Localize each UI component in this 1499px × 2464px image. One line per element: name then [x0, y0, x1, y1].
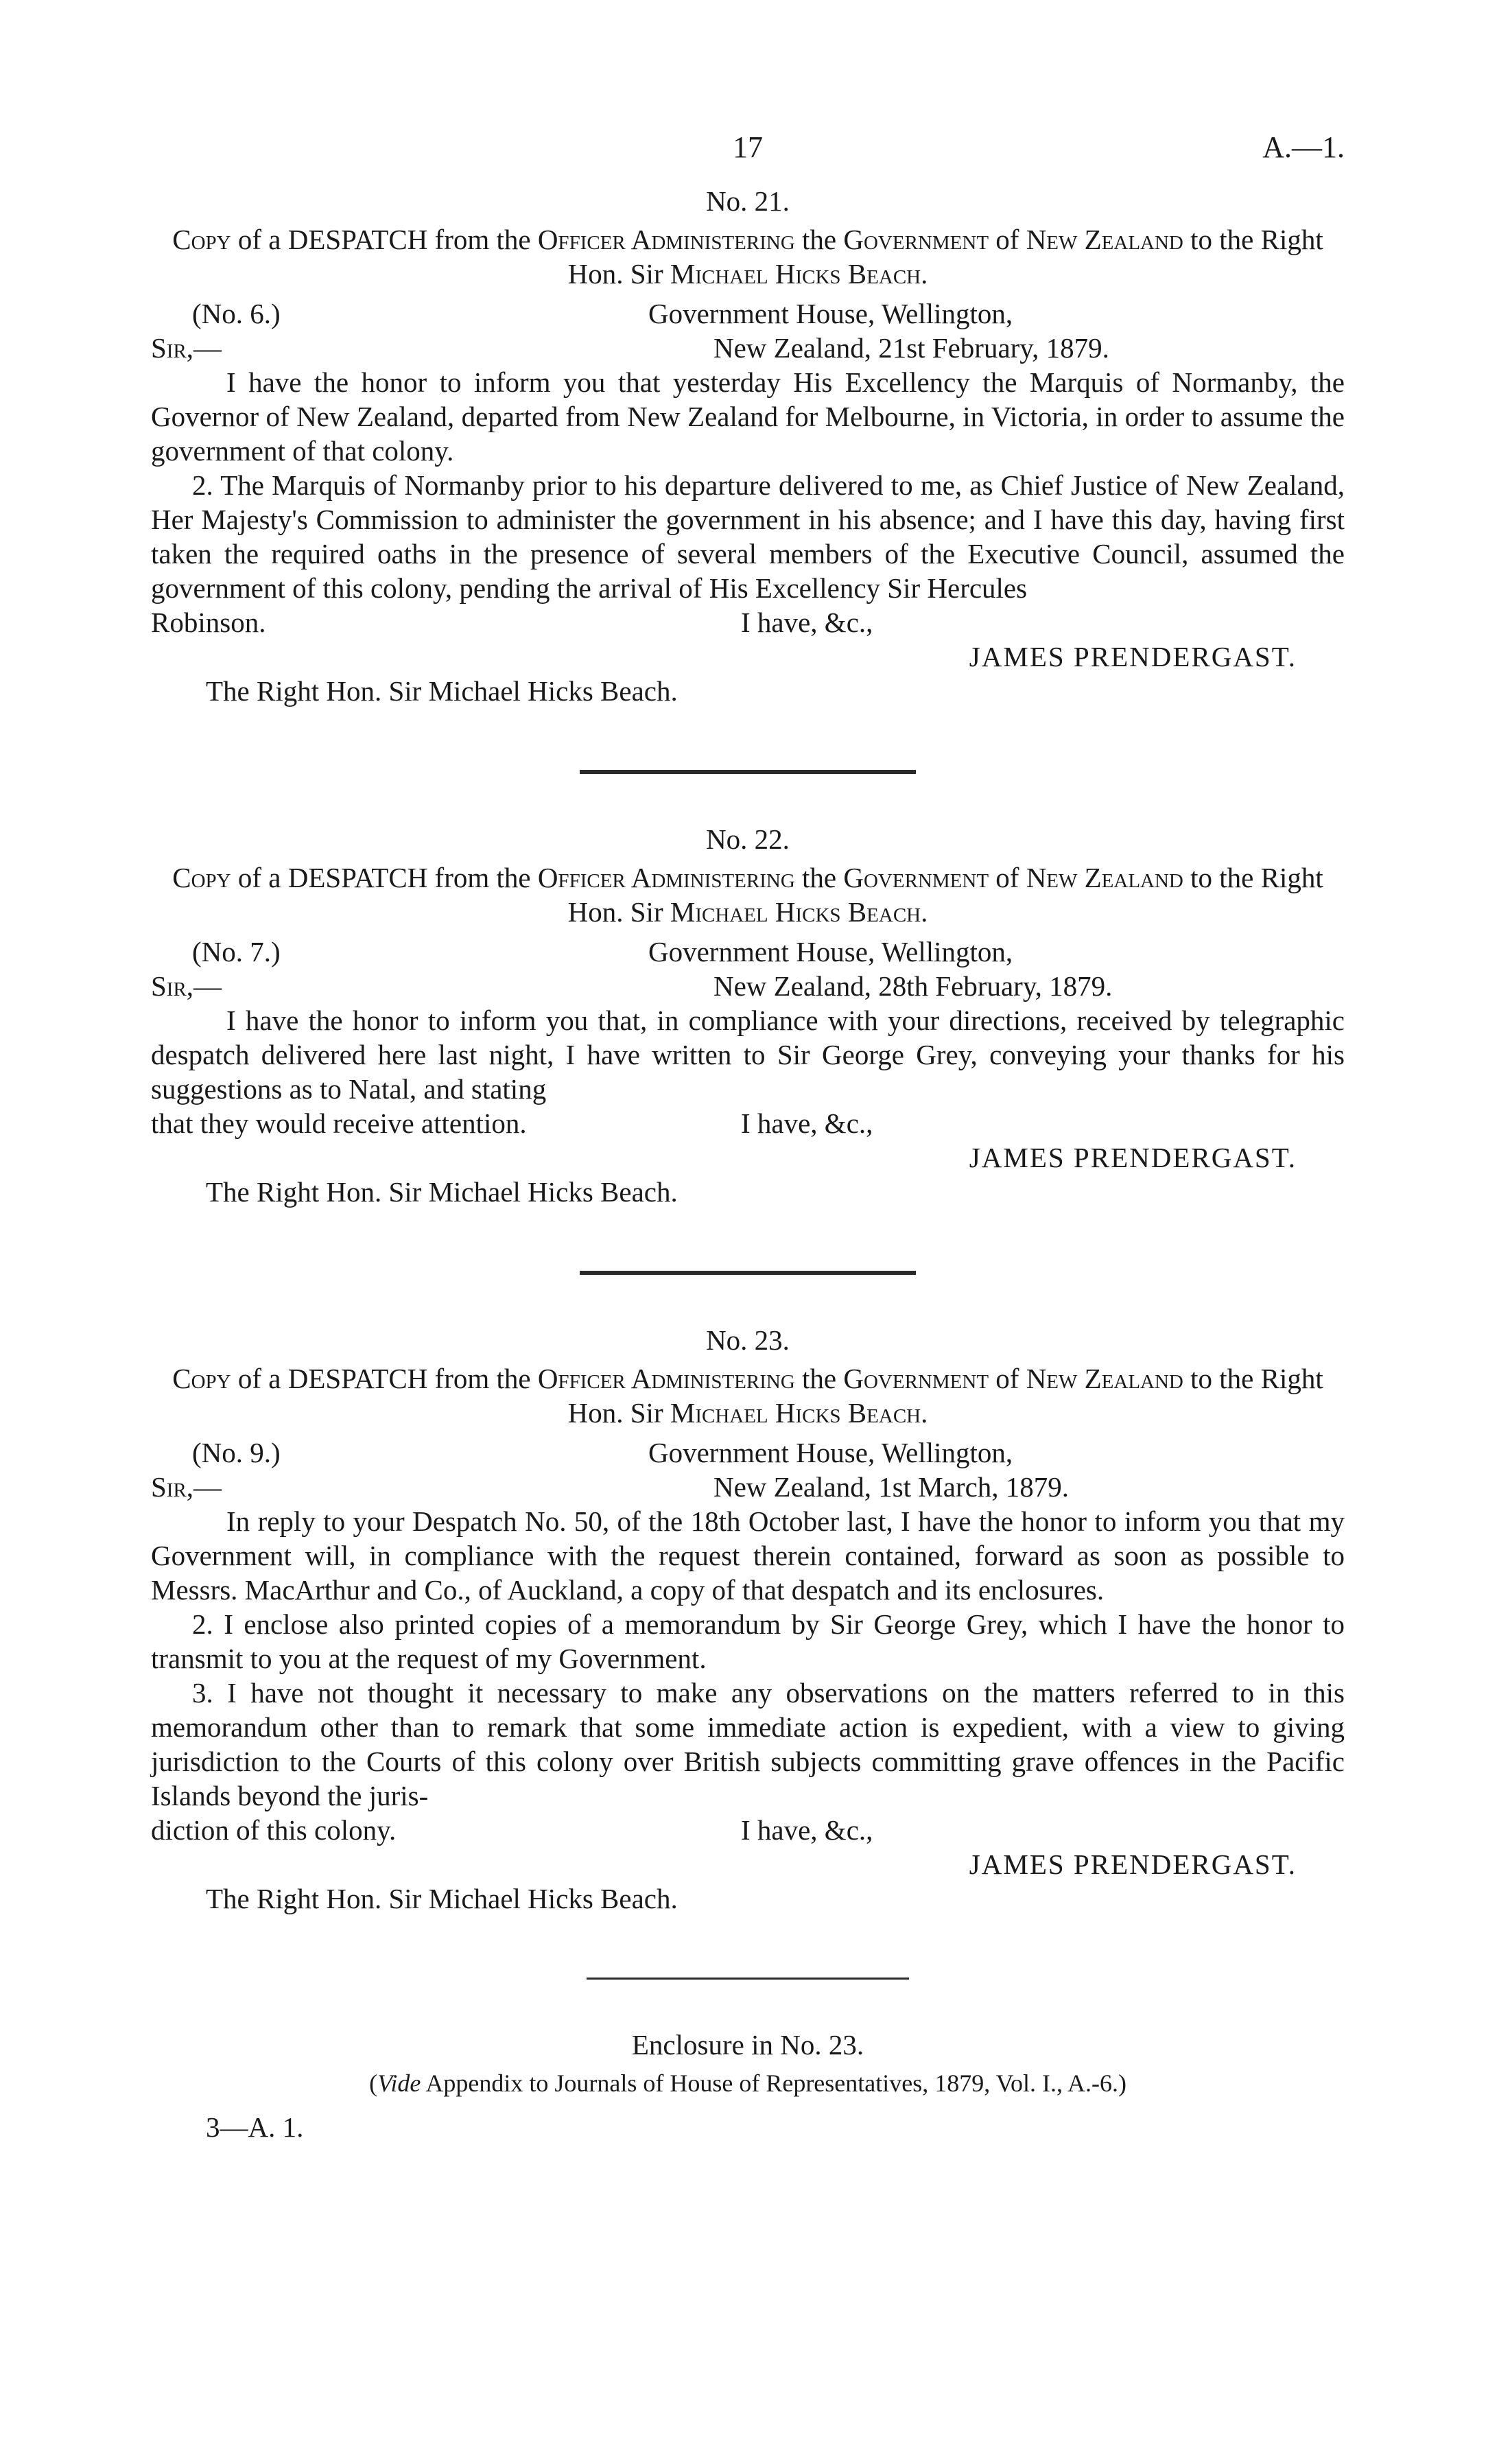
despatch-ref: (No. 9.): [192, 1437, 281, 1468]
signature-mark: 3—A. 1.: [206, 2111, 304, 2143]
despatch-date: New Zealand, 28th February, 1879.: [713, 970, 1113, 1002]
despatch-number: No. 23.: [706, 1324, 790, 1356]
closing: I have, &c.,: [741, 607, 873, 638]
closing-tail: that they would receive attention.: [151, 1107, 527, 1139]
despatch-22: [151, 822, 1345, 1209]
signature: JAMES PRENDERGAST.: [969, 641, 1297, 672]
despatch-number: No. 21.: [706, 185, 790, 217]
despatch-date: New Zealand, 21st February, 1879.: [713, 332, 1109, 364]
sender-address: Government House, Wellington,: [648, 298, 1013, 329]
salutation: Sir,—: [151, 1471, 222, 1503]
paragraph: I have the honor to inform you that, in compliance with your directions, received by telegraphic despatch delivered here last night, I have written to Sir George Grey, conveying your thanks for his suggestions as to Natal, and stating: [151, 1005, 1345, 1105]
addressee: The Right Hon. Sir Michael Hicks Beach.: [206, 1883, 678, 1914]
enclosure: [151, 2028, 1345, 2144]
despatch-title: Copy of a DESPATCH from the Officer Administering the Government of New Zealand to the Right Hon. Sir Michael Hicks Beach.: [172, 862, 1323, 928]
section-divider: [580, 770, 916, 774]
closing-row: [151, 1106, 1345, 1140]
despatch-date: New Zealand, 1st March, 1879.: [713, 1471, 1070, 1503]
page-reference: A.—1.: [1262, 130, 1345, 164]
paragraph: 2. I enclose also printed copies of a memorandum by Sir George Grey, which I have the honor to transmit to you at the request of my Government.: [151, 1608, 1345, 1674]
page-header: [151, 130, 1345, 172]
despatch-23: [151, 1323, 1345, 1916]
closing-tail: Robinson.: [151, 607, 266, 638]
despatch-21: [151, 184, 1345, 708]
despatch-ref: (No. 6.): [192, 298, 281, 329]
paragraph: I have the honor to inform you that yesterday His Excellency the Marquis of Normanby, the Governor of New Zealand, departed from New Zealand for Melbourne, in Victoria, in order to assume the government of that colony.: [151, 366, 1345, 467]
enclosure-note: (Vide Appendix to Journals of House of Representatives, 1879, Vol. I., A.-6.): [369, 2069, 1126, 2097]
salutation: Sir,—: [151, 332, 222, 364]
closing: I have, &c.,: [741, 1814, 873, 1846]
closing-tail: diction of this colony.: [151, 1814, 397, 1846]
sender-address: Government House, Wellington,: [648, 936, 1013, 967]
page-number: 17: [733, 130, 763, 164]
section-divider: [587, 1978, 909, 1980]
addressee: The Right Hon. Sir Michael Hicks Beach.: [206, 1176, 678, 1208]
despatch-meta: [151, 935, 1345, 1003]
despatch-meta: [151, 296, 1345, 365]
closing-row: [151, 1813, 1345, 1847]
salutation: Sir,—: [151, 970, 222, 1002]
paragraph: In reply to your Despatch No. 50, of the 18th October last, I have the honor to inform you that my Government will, in compliance with the request therein contained, forward as soon as possible to Messrs. MacArthur and Co., of Auckland, a copy of that despatch and its enclosures.: [151, 1505, 1345, 1606]
signature: JAMES PRENDERGAST.: [969, 1849, 1297, 1880]
closing-row: [151, 605, 1345, 640]
enclosure-title: Enclosure in No. 23.: [631, 2029, 864, 2061]
despatch-ref: (No. 7.): [192, 936, 281, 967]
despatch-title: Copy of a DESPATCH from the Officer Administering the Government of New Zealand to the Right Hon. Sir Michael Hicks Beach.: [172, 1363, 1323, 1429]
despatch-meta: [151, 1435, 1345, 1504]
closing: I have, &c.,: [741, 1107, 873, 1139]
paragraph: 3. I have not thought it necessary to make any observations on the matters referred to in this memorandum other than to remark that some immediate action is expedient, with a view to giving jurisdiction to the Courts of this colony over British subjects committing grave offences in the Pacific Islands beyond the juris-: [151, 1677, 1345, 1811]
paragraph: 2. The Marquis of Normanby prior to his departure delivered to me, as Chief Justice of New Zealand, Her Majesty's Commission to administer the government in his absence; and I have this day, having first taken the required oaths in the presence of several members of the Executive Council, assumed the government of this colony, pending the arrival of His Excellency Sir Hercules: [151, 469, 1345, 604]
addressee: The Right Hon. Sir Michael Hicks Beach.: [206, 675, 678, 707]
sender-address: Government House, Wellington,: [648, 1437, 1013, 1468]
despatch-number: No. 22.: [706, 823, 790, 855]
section-divider: [580, 1271, 916, 1275]
signature: JAMES PRENDERGAST.: [969, 1142, 1297, 1173]
document-page: [151, 130, 1345, 2144]
despatch-title: Copy of a DESPATCH from the Officer Administering the Government of New Zealand to the Right Hon. Sir Michael Hicks Beach.: [172, 224, 1323, 290]
